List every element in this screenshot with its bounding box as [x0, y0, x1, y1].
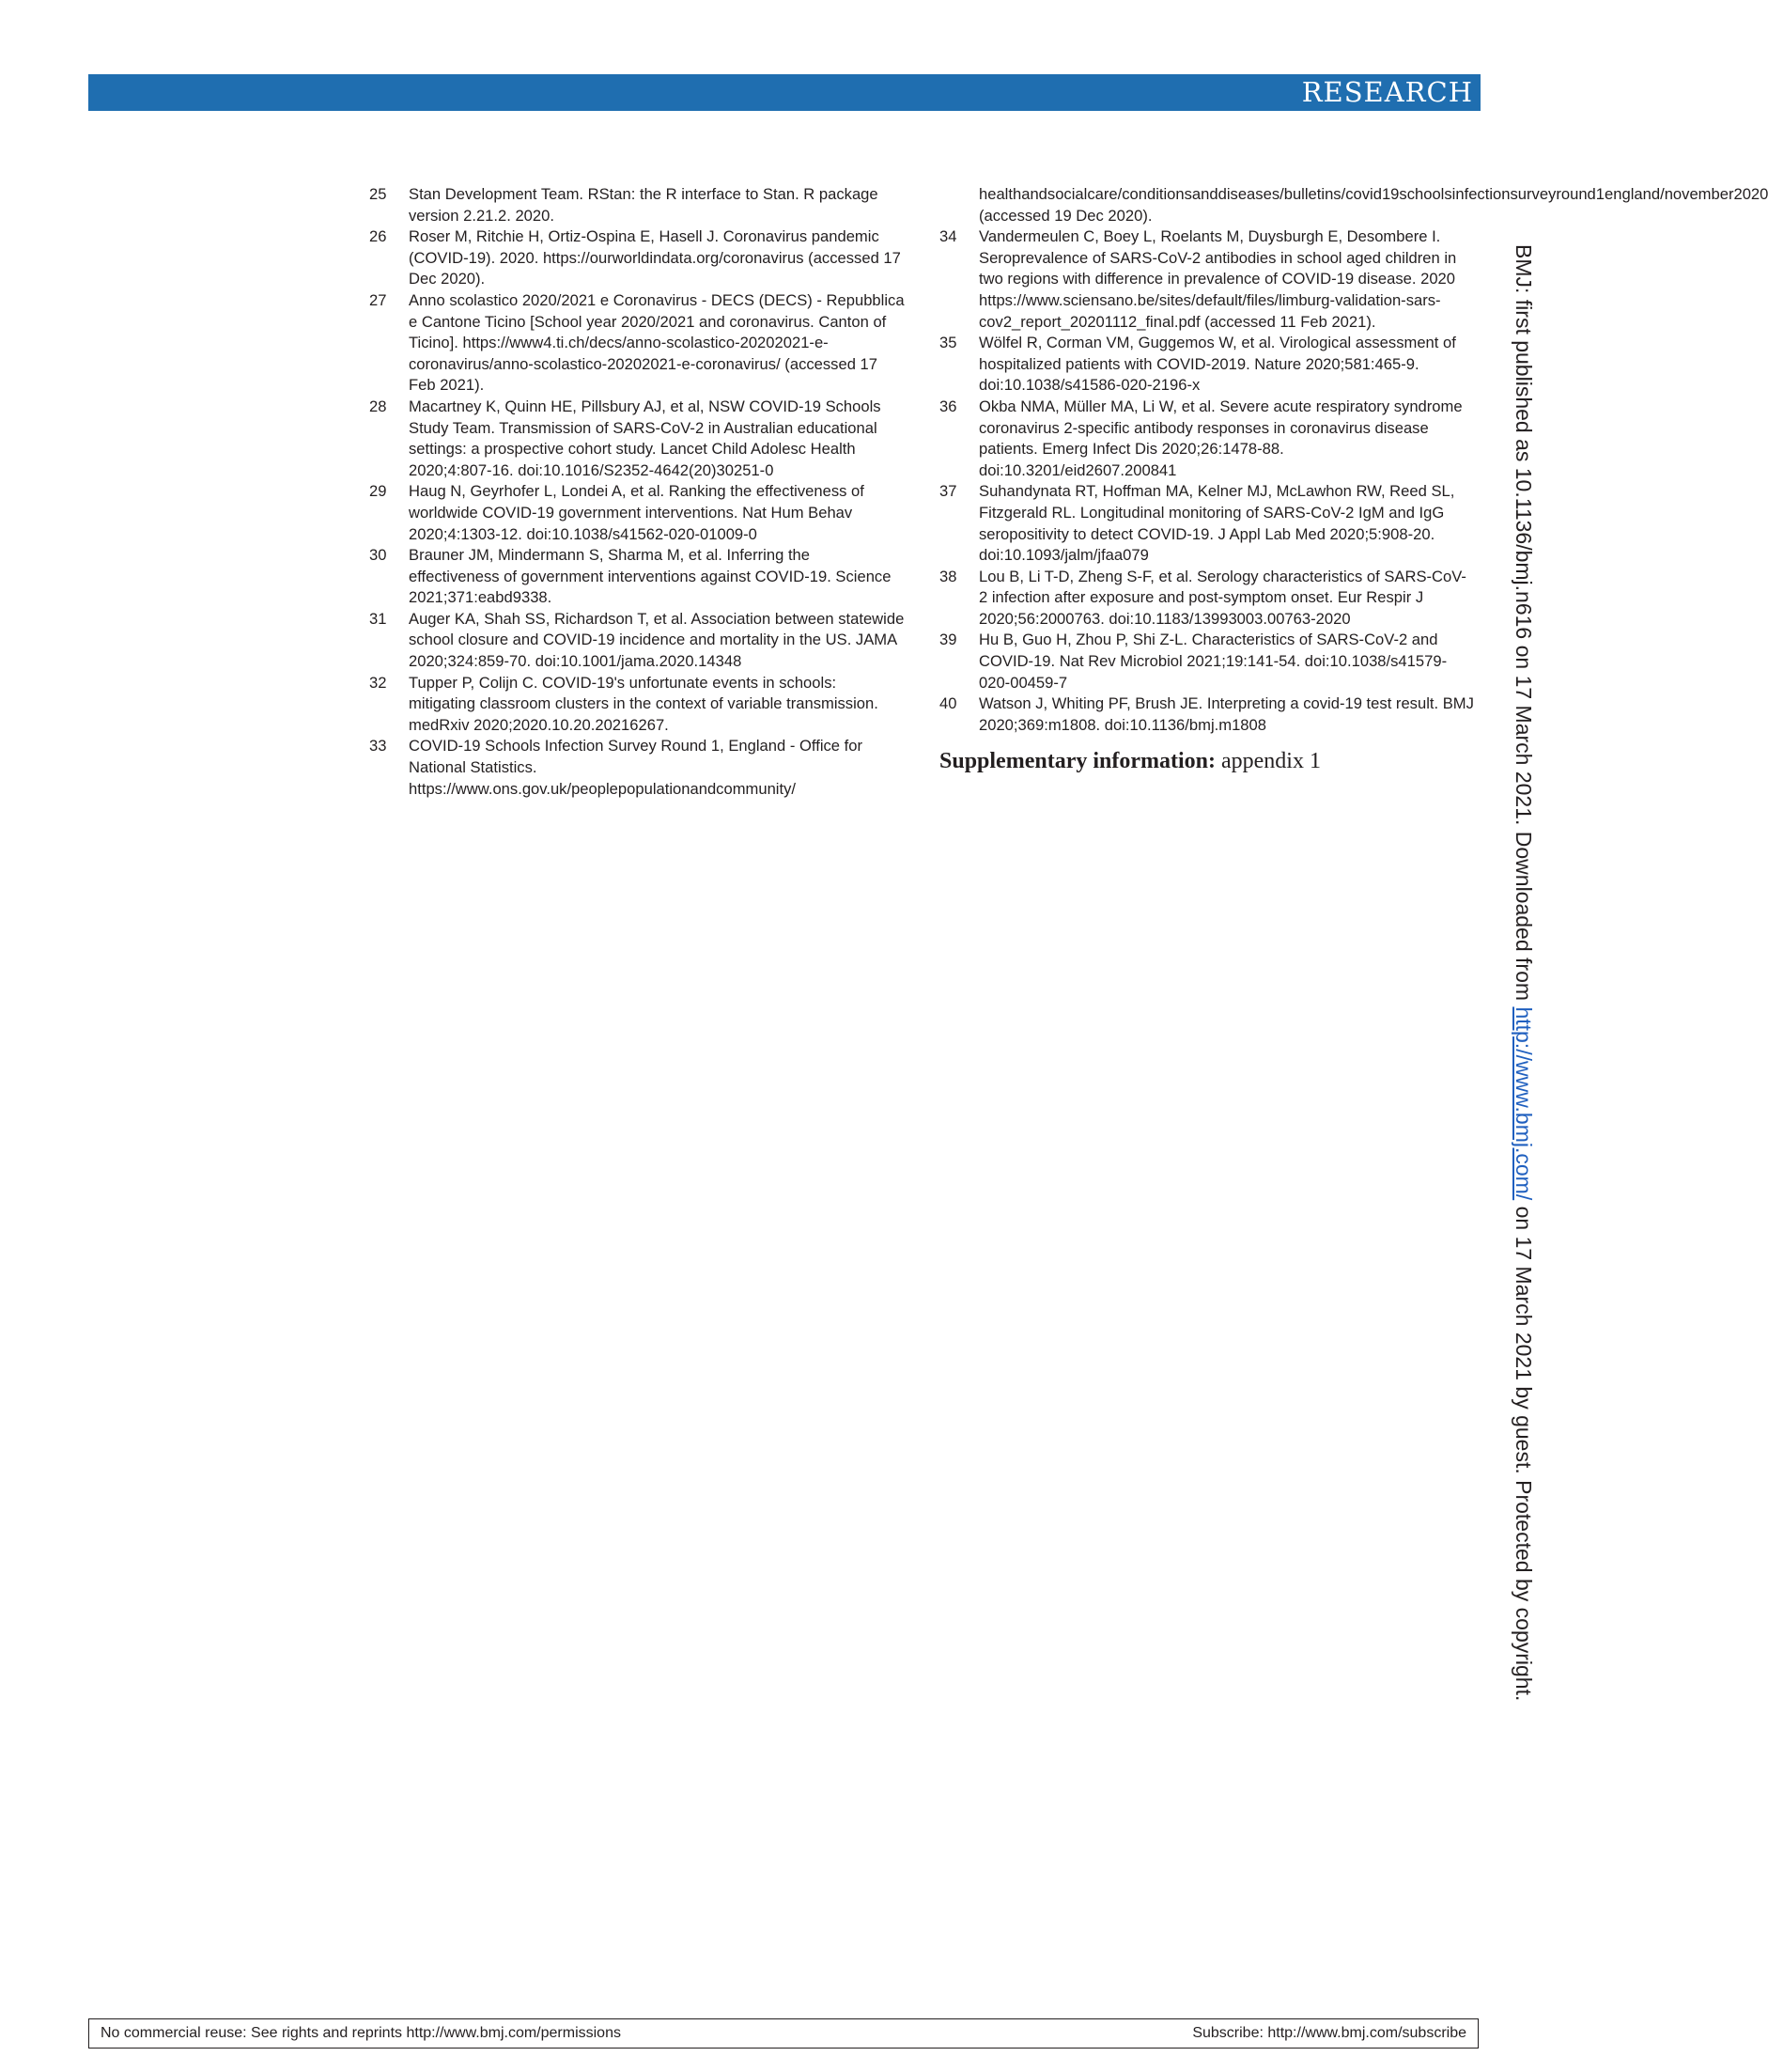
reference-text: Anno scolastico 2020/2021 e Coronavirus - DECS (DECS) - Repubblica e Cantone Ticino [School year 2020/2021 and coronavirus. Canton of Ticino]. https://www4.ti.ch/decs/anno-scolastico-20202021-e-coronavirus/anno-scolastico-20202021-e-coronavirus/ (accessed 17 Feb 2021).: [409, 290, 905, 395]
reference-item: [369, 481, 905, 545]
supplementary-info: [939, 749, 1475, 774]
section-label: RESEARCH: [1301, 76, 1473, 108]
reference-text: Brauner JM, Mindermann S, Sharma M, et al. Inferring the effectiveness of government interventions against COVID-19. Science 2021;371:eabd9338.: [409, 546, 892, 607]
header-bar: [88, 74, 1481, 111]
reference-number: 34: [939, 227, 957, 246]
reference-item: [939, 333, 1475, 397]
reference-item: [369, 673, 905, 737]
footer-subscribe-text: Subscribe: http://www.bmj.com/subscribe: [1192, 2025, 1466, 2041]
reference-number: 35: [939, 334, 957, 352]
reference-number: 25: [369, 185, 387, 203]
reference-item: [369, 397, 905, 481]
reference-number: 40: [939, 694, 957, 713]
reference-item: [369, 290, 905, 397]
reference-continuation: healthandsocialcare/conditionsanddiseases/bulletins/covid19schoolsinfectionsurveyround1england/november2020 (accessed 19 Dec 2020).: [979, 185, 1768, 225]
reference-number: 32: [369, 673, 387, 692]
reference-item: [369, 226, 905, 290]
reference-number: 27: [369, 290, 387, 309]
reference-number: 38: [939, 567, 957, 585]
reference-text: Lou B, Li T-D, Zheng S-F, et al. Serology characteristics of SARS-CoV-2 infection after exposure and post-symptom onset. Eur Respir J 2020;56:2000763. doi:10.1183/13993003.00763-2020: [979, 567, 1466, 628]
reference-text: Wölfel R, Corman VM, Guggemos W, et al. Virological assessment of hospitalized patients with COVID-2019. Nature 2020;581:465-9. doi:10.1038/s41586-020-2196-x: [979, 334, 1456, 395]
reference-item: [369, 545, 905, 609]
reference-item: [939, 567, 1475, 631]
side-note-text-after: on 17 March 2021 by guest. Protected by copyright.: [1512, 1200, 1536, 1702]
references-left-column: [369, 184, 905, 800]
reference-text: Roser M, Ritchie H, Ortiz-Ospina E, Hasell J. Coronavirus pandemic (COVID-19). 2020. https://ourworldindata.org/coronavirus (accessed 17 Dec 2020).: [409, 227, 901, 288]
reference-item: [939, 226, 1475, 333]
reference-number: 28: [369, 397, 387, 415]
reference-number: 31: [369, 609, 387, 628]
reference-text: Haug N, Geyrhofer L, Londei A, et al. Ranking the effectiveness of worldwide COVID-19 government interventions. Nat Hum Behav 2020;4:1303-12. doi:10.1038/s41562-020-01009-0: [409, 482, 864, 543]
reference-text: Suhandynata RT, Hoffman MA, Kelner MJ, McLawhon RW, Reed SL, Fitzgerald RL. Longitudinal monitoring of SARS-CoV-2 IgM and IgG seropositivity to detect COVID-19. J Appl Lab Med 2020;5:908-20. doi:10.1093/jalm/jfaa079: [979, 482, 1455, 565]
reference-text: Watson J, Whiting PF, Brush JE. Interpreting a covid-19 test result. BMJ 2020;369:m1808. doi:10.1136/bmj.m1808: [979, 694, 1474, 734]
reference-text: Hu B, Guo H, Zhou P, Shi Z-L. Characteristics of SARS-CoV-2 and COVID-19. Nat Rev Microbiol 2021;19:141-54. doi:10.1038/s41579-020-00459-7: [979, 631, 1448, 692]
reference-number: 30: [369, 546, 387, 565]
reference-text: Tupper P, Colijn C. COVID-19's unfortunate events in schools: mitigating classroom clusters in the context of variable transmission. medRxiv 2020;2020.10.20.20216267.: [409, 673, 878, 734]
bmj-link[interactable]: http://www.bmj.com/: [1512, 1006, 1536, 1201]
footer-permissions-text: No commercial reuse: See rights and reprints http://www.bmj.com/permissions: [101, 2025, 621, 2041]
side-copyright-note: [1511, 244, 1536, 1701]
reference-number: 36: [939, 397, 957, 415]
reference-item: [369, 184, 905, 226]
reference-item: [939, 693, 1475, 736]
reference-text: Vandermeulen C, Boey L, Roelants M, Duysburgh E, Desombere I. Seroprevalence of SARS-CoV-2 antibodies in school aged children in two regions with difference in prevalence of COVID-19 disease. 2020 https://www.sciensano.be/sites/default/files/limburg-validation-sars-cov2_report_20201112_final.pdf (accessed 11 Feb 2021).: [979, 227, 1457, 331]
reference-text: Stan Development Team. RStan: the R interface to Stan. R package version 2.21.2. 2020.: [409, 185, 878, 225]
supplementary-value: appendix 1: [1221, 749, 1321, 774]
reference-item: [369, 609, 905, 673]
reference-item: [939, 481, 1475, 566]
footer-box: [88, 2018, 1479, 2049]
reference-number: 26: [369, 227, 387, 246]
side-note-text-before: BMJ: first published as 10.1136/bmj.n616 on 17 March 2021. Downloaded from: [1512, 244, 1536, 1007]
reference-text: Macartney K, Quinn HE, Pillsbury AJ, et al, NSW COVID-19 Schools Study Team. Transmission of SARS-CoV-2 in Australian educational settings: a prospective cohort study. Lancet Child Adolesc Health 2020;4:807-16. doi:10.1016/S2352-4642(20)30251-0: [409, 397, 881, 479]
reference-number: 29: [369, 482, 387, 501]
reference-item: [369, 736, 905, 800]
reference-number: 37: [939, 482, 957, 501]
reference-text: Auger KA, Shah SS, Richardson T, et al. Association between statewide school closure and COVID-19 incidence and mortality in the US. JAMA 2020;324:859-70. doi:10.1001/jama.2020.14348: [409, 609, 905, 671]
reference-number: 39: [939, 631, 957, 649]
reference-number: 33: [369, 737, 387, 756]
reference-item: [939, 397, 1475, 481]
supplementary-label: Supplementary information:: [939, 749, 1216, 774]
reference-text: COVID-19 Schools Infection Survey Round 1, England - Office for National Statistics. https://www.ons.gov.uk/peoplepopulationandcommunity/: [409, 737, 863, 798]
reference-item: [939, 630, 1475, 693]
reference-text: Okba NMA, Müller MA, Li W, et al. Severe acute respiratory syndrome coronavirus 2-specific antibody responses in coronavirus disease patients. Emerg Infect Dis 2020;26:1478-88. doi:10.3201/eid2607.200841: [979, 397, 1463, 479]
